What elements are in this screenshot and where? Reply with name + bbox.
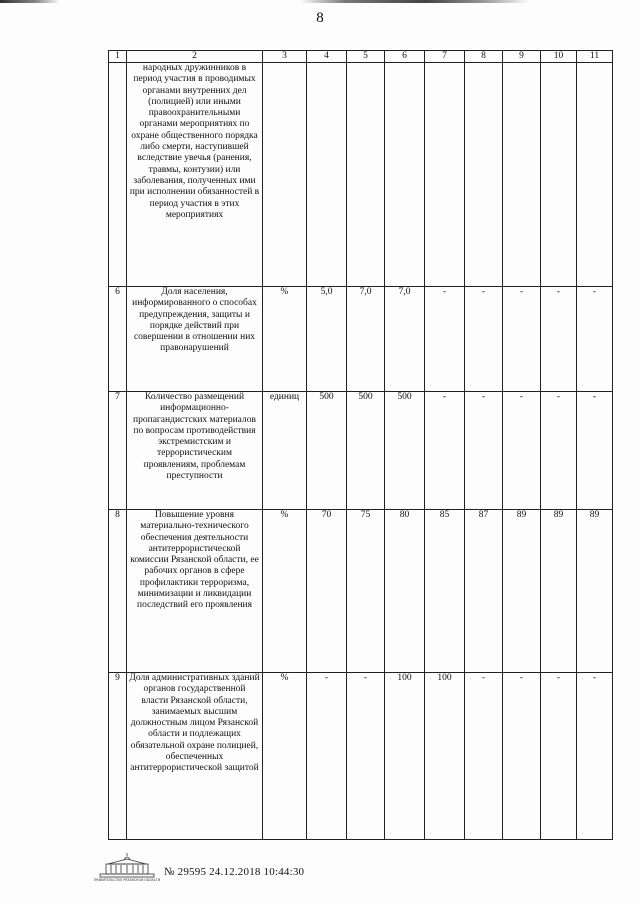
- table-header-row: [109, 51, 613, 63]
- column-header: 4: [307, 51, 347, 63]
- value-cell: -: [465, 287, 503, 392]
- row-number: 6: [109, 287, 127, 392]
- unit-cell: %: [263, 287, 307, 392]
- indicators-table: [108, 50, 613, 840]
- value-cell: [577, 63, 613, 287]
- value-cell: 500: [385, 392, 425, 510]
- column-header: 1: [109, 51, 127, 63]
- table-row: [109, 510, 613, 673]
- page-number: 8: [316, 10, 324, 26]
- value-cell: -: [503, 392, 541, 510]
- value-cell: -: [541, 287, 577, 392]
- row-number: 7: [109, 392, 127, 510]
- value-cell: [425, 63, 465, 287]
- column-header: 10: [541, 51, 577, 63]
- value-cell: -: [577, 287, 613, 392]
- building-stamp-icon: [93, 852, 161, 882]
- value-cell: 500: [347, 392, 385, 510]
- indicator-description: народных дружинников в период участия в проводимых органами внутренних дел (полицией) или иными правоохранительными органами мероприятиях по охране общественного порядка либо смерти, наступившей вследствие увечья (ранения, травмы, контузии) или заболевания, полученных ими при исполнении обязанностей в период участия в этих мероприятиях: [127, 63, 263, 287]
- value-cell: -: [577, 673, 613, 840]
- column-header: 8: [465, 51, 503, 63]
- value-cell: 89: [503, 510, 541, 673]
- value-cell: [503, 63, 541, 287]
- value-cell: 5,0: [307, 287, 347, 392]
- value-cell: -: [347, 673, 385, 840]
- value-cell: 89: [577, 510, 613, 673]
- table-row: [109, 673, 613, 840]
- value-cell: 500: [307, 392, 347, 510]
- row-number: [109, 63, 127, 287]
- scan-edge-mark: [0, 0, 60, 3]
- value-cell: -: [503, 287, 541, 392]
- value-cell: 70: [307, 510, 347, 673]
- unit-cell: единиц: [263, 392, 307, 510]
- value-cell: -: [465, 392, 503, 510]
- column-header: 11: [577, 51, 613, 63]
- value-cell: 89: [541, 510, 577, 673]
- value-cell: 75: [347, 510, 385, 673]
- value-cell: 85: [425, 510, 465, 673]
- value-cell: [385, 63, 425, 287]
- table-row: [109, 63, 613, 287]
- indicator-description: Доля населения, информированного о способах предупреждения, защиты и порядке действий при совершении в отношении них правонарушений: [127, 287, 263, 392]
- value-cell: -: [425, 392, 465, 510]
- column-header: 2: [127, 51, 263, 63]
- unit-cell: %: [263, 510, 307, 673]
- column-header: 3: [263, 51, 307, 63]
- indicator-description: Количество размещений информационно-пропагандистских материалов по вопросам противодействия экстремистским и террористическим проявлениям, проблемам преступности: [127, 392, 263, 510]
- value-cell: [307, 63, 347, 287]
- value-cell: 7,0: [347, 287, 385, 392]
- value-cell: -: [425, 287, 465, 392]
- document-registration-id: № 29595 24.12.2018 10:44:30: [164, 866, 305, 878]
- scan-edge-mark: [300, 0, 530, 3]
- stamp-text: ПРАВИТЕЛЬСТВО РЯЗАНСКОЙ ОБЛАСТИ: [93, 878, 161, 882]
- value-cell: 100: [425, 673, 465, 840]
- unit-cell: [263, 63, 307, 287]
- value-cell: 87: [465, 510, 503, 673]
- column-header: 5: [347, 51, 385, 63]
- indicator-description: Доля административных зданий органов государственной власти Рязанской области, занимаемых высшим должностным лицом Рязанской области и подлежащих обязательной охране полицией, обеспеченных антитеррористической защитой: [127, 673, 263, 840]
- value-cell: 7,0: [385, 287, 425, 392]
- value-cell: [347, 63, 385, 287]
- value-cell: 100: [385, 673, 425, 840]
- value-cell: 80: [385, 510, 425, 673]
- value-cell: -: [577, 392, 613, 510]
- value-cell: [541, 63, 577, 287]
- column-header: 6: [385, 51, 425, 63]
- value-cell: [465, 63, 503, 287]
- row-number: 9: [109, 673, 127, 840]
- value-cell: -: [541, 392, 577, 510]
- indicator-description: Повышение уровня материально-технического обеспечения деятельности антитеррористической комиссии Рязанской области, ее рабочих органов в сфере профилактики терроризма, минимизации и ликвидации последствий его проявления: [127, 510, 263, 673]
- value-cell: -: [541, 673, 577, 840]
- table-row: [109, 392, 613, 510]
- value-cell: -: [307, 673, 347, 840]
- value-cell: -: [465, 673, 503, 840]
- column-header: 7: [425, 51, 465, 63]
- unit-cell: %: [263, 673, 307, 840]
- row-number: 8: [109, 510, 127, 673]
- column-header: 9: [503, 51, 541, 63]
- table-row: [109, 287, 613, 392]
- value-cell: -: [503, 673, 541, 840]
